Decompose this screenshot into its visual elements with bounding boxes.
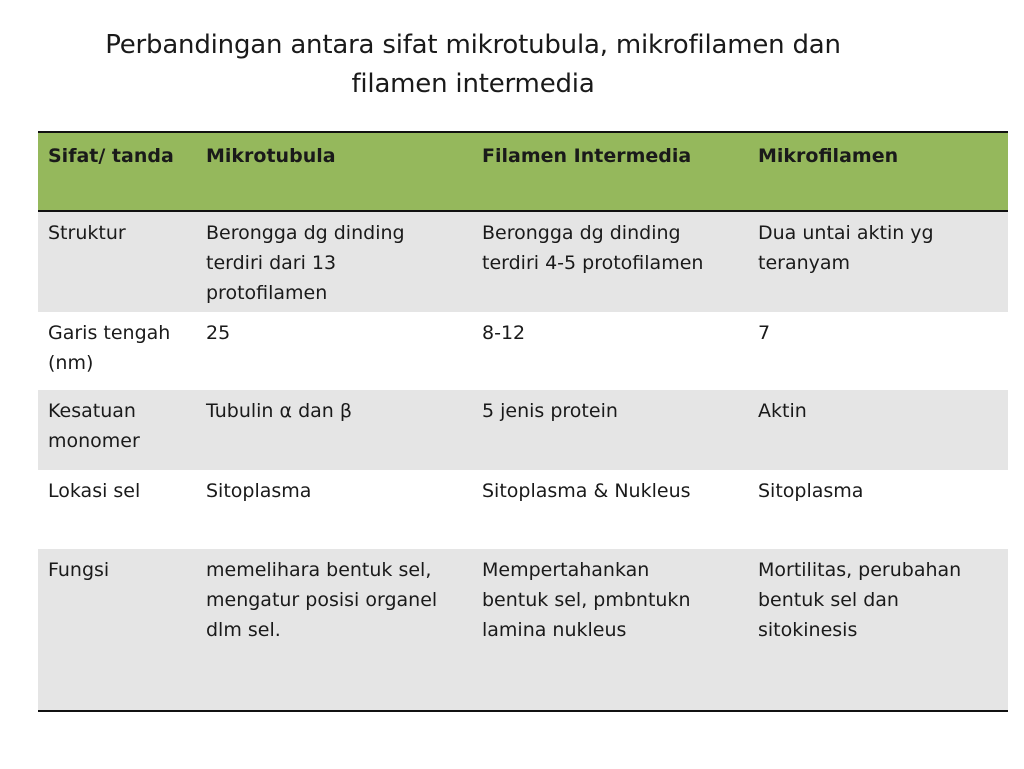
cell-text: Mempertahankan bentuk sel, pmbntukn lamina nukleus: [482, 559, 691, 641]
cell-mikrofilamen: [748, 470, 1008, 549]
row-label-text: Garis tengah (nm): [48, 322, 171, 374]
header-mikrofilamen: Mikrofilamen: [758, 145, 899, 167]
slide-title: [40, 26, 906, 104]
header-sifat-tanda: Sifat/ tanda: [48, 145, 174, 167]
row-label-text: Struktur: [48, 222, 126, 244]
table-row-struktur: [38, 211, 1008, 312]
table-row-garis-tengah: [38, 312, 1008, 390]
table-row-lokasi-sel: [38, 470, 1008, 549]
cell-mikrofilamen: [748, 211, 1008, 312]
row-label: [38, 549, 196, 711]
comparison-table: [38, 131, 1008, 712]
cell-mikrofilamen: [748, 549, 1008, 711]
row-label-text: Fungsi: [48, 559, 110, 581]
cell-filamen-intermedia: [472, 390, 748, 470]
comparison-table-container: [38, 131, 1008, 712]
cell-filamen-intermedia: [472, 470, 748, 549]
cell-text: Sitoplasma: [206, 480, 312, 502]
cell-mikrotubula: [196, 390, 472, 470]
cell-text: Sitoplasma & Nukleus: [482, 480, 691, 502]
row-label: [38, 211, 196, 312]
slide-title-line-2: filamen intermedia: [351, 69, 595, 99]
cell-text: 7: [758, 322, 771, 344]
table-row-fungsi: [38, 549, 1008, 711]
row-label-text: Kesatuan monomer: [48, 400, 140, 452]
cell-text: Dua untai aktin yg teranyam: [758, 222, 934, 274]
cell-text: Aktin: [758, 400, 807, 422]
row-label: [38, 390, 196, 470]
row-label: [38, 470, 196, 549]
slide-title-line-1: Perbandingan antara sifat mikrotubula, mikrofilamen dan: [105, 30, 841, 60]
cell-text: Berongga dg dinding terdiri 4-5 protofilamen: [482, 222, 704, 274]
row-label: [38, 312, 196, 390]
cell-mikrofilamen: [748, 390, 1008, 470]
cell-text: Mortilitas, perubahan bentuk sel dan sitokinesis: [758, 559, 962, 641]
cell-text: 25: [206, 322, 231, 344]
cell-mikrofilamen: [748, 312, 1008, 390]
header-mikrotubula: Mikrotubula: [206, 145, 336, 167]
cell-text: memelihara bentuk sel, mengatur posisi organel dlm sel.: [206, 559, 438, 641]
table-header-row: [38, 132, 1008, 211]
cell-text: Berongga dg dinding terdiri dari 13 protofilamen: [206, 222, 405, 304]
cell-mikrotubula: [196, 312, 472, 390]
cell-text: Sitoplasma: [758, 480, 864, 502]
cell-filamen-intermedia: [472, 312, 748, 390]
header-filamen-intermedia: Filamen Intermedia: [482, 145, 692, 167]
cell-filamen-intermedia: [472, 211, 748, 312]
cell-filamen-intermedia: [472, 549, 748, 711]
row-label-text: Lokasi sel: [48, 480, 141, 502]
cell-text: 8-12: [482, 322, 526, 344]
table-row-kesatuan-monomer: [38, 390, 1008, 470]
cell-mikrotubula: [196, 549, 472, 711]
cell-text: Tubulin α dan β: [206, 400, 352, 422]
cell-mikrotubula: [196, 211, 472, 312]
cell-mikrotubula: [196, 470, 472, 549]
cell-text: 5 jenis protein: [482, 400, 618, 422]
